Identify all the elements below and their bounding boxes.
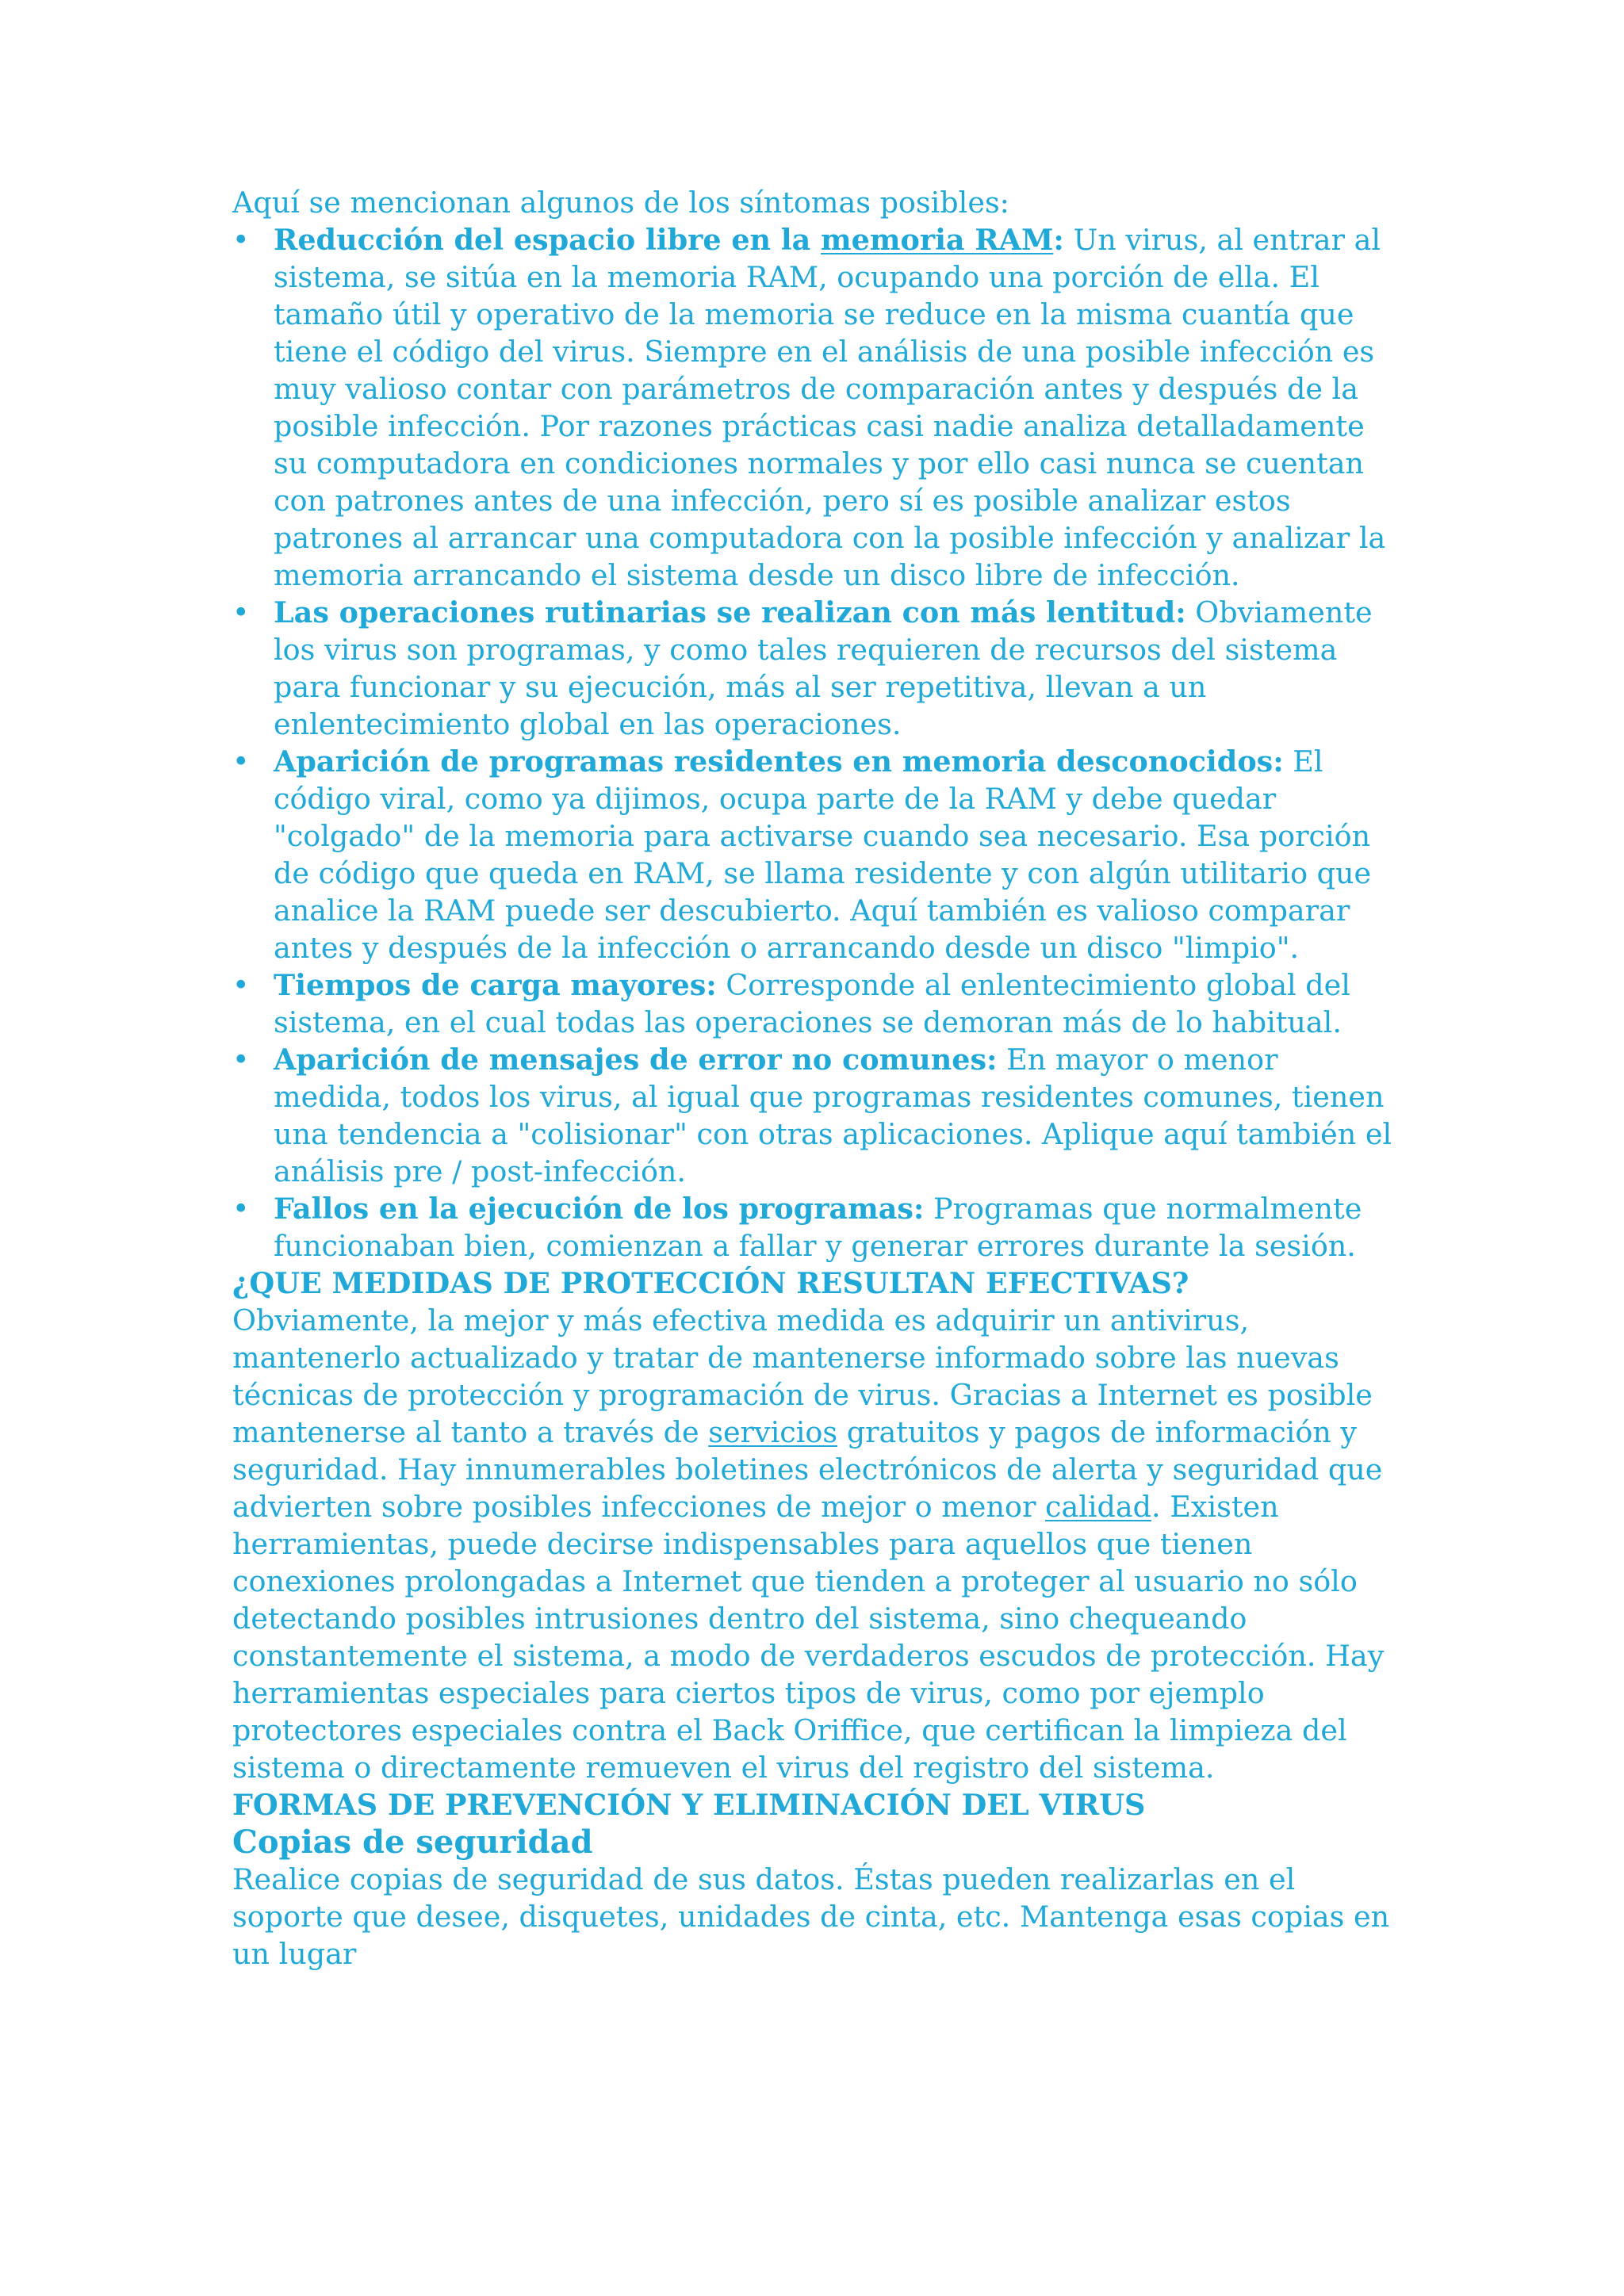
document-page <box>232 184 1398 1973</box>
bullet-icon: • <box>232 595 250 629</box>
symptom-body: Un virus, al entrar al sistema, se sitúa en la memoria RAM, ocupando una porción de ella. El tamaño útil y operativo de la memoria se reduce en la misma cuantía que tiene el código del virus. Siempre en el análisis de una posible infección es muy valioso contar con parámetros de comparación antes y después de la posible infección. Por razones prácticas casi nadie analiza detalladamente su computadora en condiciones normales y por ello casi nunca se cuentan con patrones antes de una infección, pero sí es posible analizar estos patrones al arrancar una computadora con la posible infección y analizar la memoria arrancando el sistema desde un disco libre de infección. <box>274 223 1386 592</box>
symptom-title-colon: : <box>1053 223 1064 257</box>
symptom-body: El código viral, como ya dijimos, ocupa parte de la RAM y debe quedar "colgado" de la memoria para activarse cuando sea necesario. Esa porción de código que queda en RAM, se llama residente y con algún utilitario que analice la RAM puede ser descubierto. Aquí también es valioso comparar antes y después de la infección o arrancando desde un disco "limpio". <box>274 744 1372 965</box>
list-item <box>232 594 1398 743</box>
backup-paragraph: Realice copias de seguridad de sus datos. Éstas pueden realizarlas en el soporte que desee, disquetes, unidades de cinta, etc. Mantenga esas copias en un lugar <box>232 1862 1390 1971</box>
symptom-title: Aparición de mensajes de error no comunes: <box>274 1043 998 1077</box>
bullet-icon: • <box>232 1043 250 1077</box>
protection-text-2: gratuitos y pagos de información y seguridad. Hay innumerables boletines electrónicos de alerta y seguridad que advierten sobre posibles infecciones de mejor o menor <box>232 1415 1383 1524</box>
servicios-link[interactable]: servicios <box>708 1415 838 1449</box>
symptom-body: Programas que normalmente funcionaban bien, comienzan a fallar y generar errores durante la sesión. <box>274 1192 1362 1263</box>
symptom-title: Fallos en la ejecución de los programas: <box>274 1192 925 1226</box>
calidad-link[interactable]: calidad <box>1045 1490 1152 1524</box>
symptom-body: En mayor o menor medida, todos los virus, al igual que programas residentes comunes, tienen una tendencia a "colisionar" con otras aplicaciones. Aplique aquí también el análisis pre / post-infección. <box>274 1043 1392 1188</box>
list-item <box>232 966 1398 1041</box>
bullet-icon: • <box>232 223 250 257</box>
list-item <box>232 743 1398 966</box>
prevention-heading: FORMAS DE PREVENCIÓN Y ELIMINACIÓN DEL VIRUS <box>232 1788 1146 1822</box>
symptom-title: Tiempos de carga mayores: <box>274 968 717 1002</box>
bullet-icon: • <box>232 968 250 1002</box>
list-item <box>232 1041 1398 1190</box>
symptom-title: Las operaciones rutinarias se realizan con más lentitud: <box>274 595 1186 629</box>
symptom-body: Corresponde al enlentecimiento global del sistema, en el cual todas las operaciones se demoran más de lo habitual. <box>274 968 1350 1039</box>
protection-paragraph <box>232 1302 1398 1786</box>
symptoms-list <box>232 221 1398 1265</box>
symptom-title-text: Reducción del espacio libre en la <box>274 223 822 257</box>
symptom-title: Aparición de programas residentes en memoria desconocidos: <box>274 744 1284 779</box>
symptoms-intro: Aquí se mencionan algunos de los síntomas posibles: <box>232 186 1009 220</box>
bullet-icon: • <box>232 1192 250 1226</box>
protection-heading: ¿QUE MEDIDAS DE PROTECCIÓN RESULTAN EFECTIVAS? <box>232 1266 1189 1300</box>
list-item <box>232 221 1398 594</box>
protection-text-1: Obviamente, la mejor y más efectiva medida es adquirir un antivirus, mantenerlo actualizado y tratar de mantenerse informado sobre las nuevas técnicas de protección y programación de virus. Gracias a Internet es posible mantenerse al tanto a través de <box>232 1303 1373 1449</box>
protection-text-3: . Existen herramientas, puede decirse indispensables para aquellos que tienen conexiones prolongadas a Internet que tienden a proteger al usuario no sólo detectando posibles intrusiones dentro del sistema, sino chequeando constantemente el sistema, a modo de verdaderos escudos de protección. Hay herramientas especiales para ciertos tipos de virus, como por ejemplo protectores especiales contra el Back Oriffice, que certifican la limpieza del sistema o directamente remueven el virus del registro del sistema. <box>232 1490 1385 1785</box>
backup-subheading: Copias de seguridad <box>232 1823 593 1861</box>
symptom-title <box>274 223 1064 257</box>
bullet-icon: • <box>232 744 250 779</box>
memoria-ram-link[interactable]: memoria RAM <box>821 223 1054 257</box>
list-item <box>232 1190 1398 1265</box>
symptom-body: Obviamente los virus son programas, y como tales requieren de recursos del sistema para funcionar y su ejecución, más al ser repetitiva, llevan a un enlentecimiento global en las operaciones. <box>274 595 1373 741</box>
